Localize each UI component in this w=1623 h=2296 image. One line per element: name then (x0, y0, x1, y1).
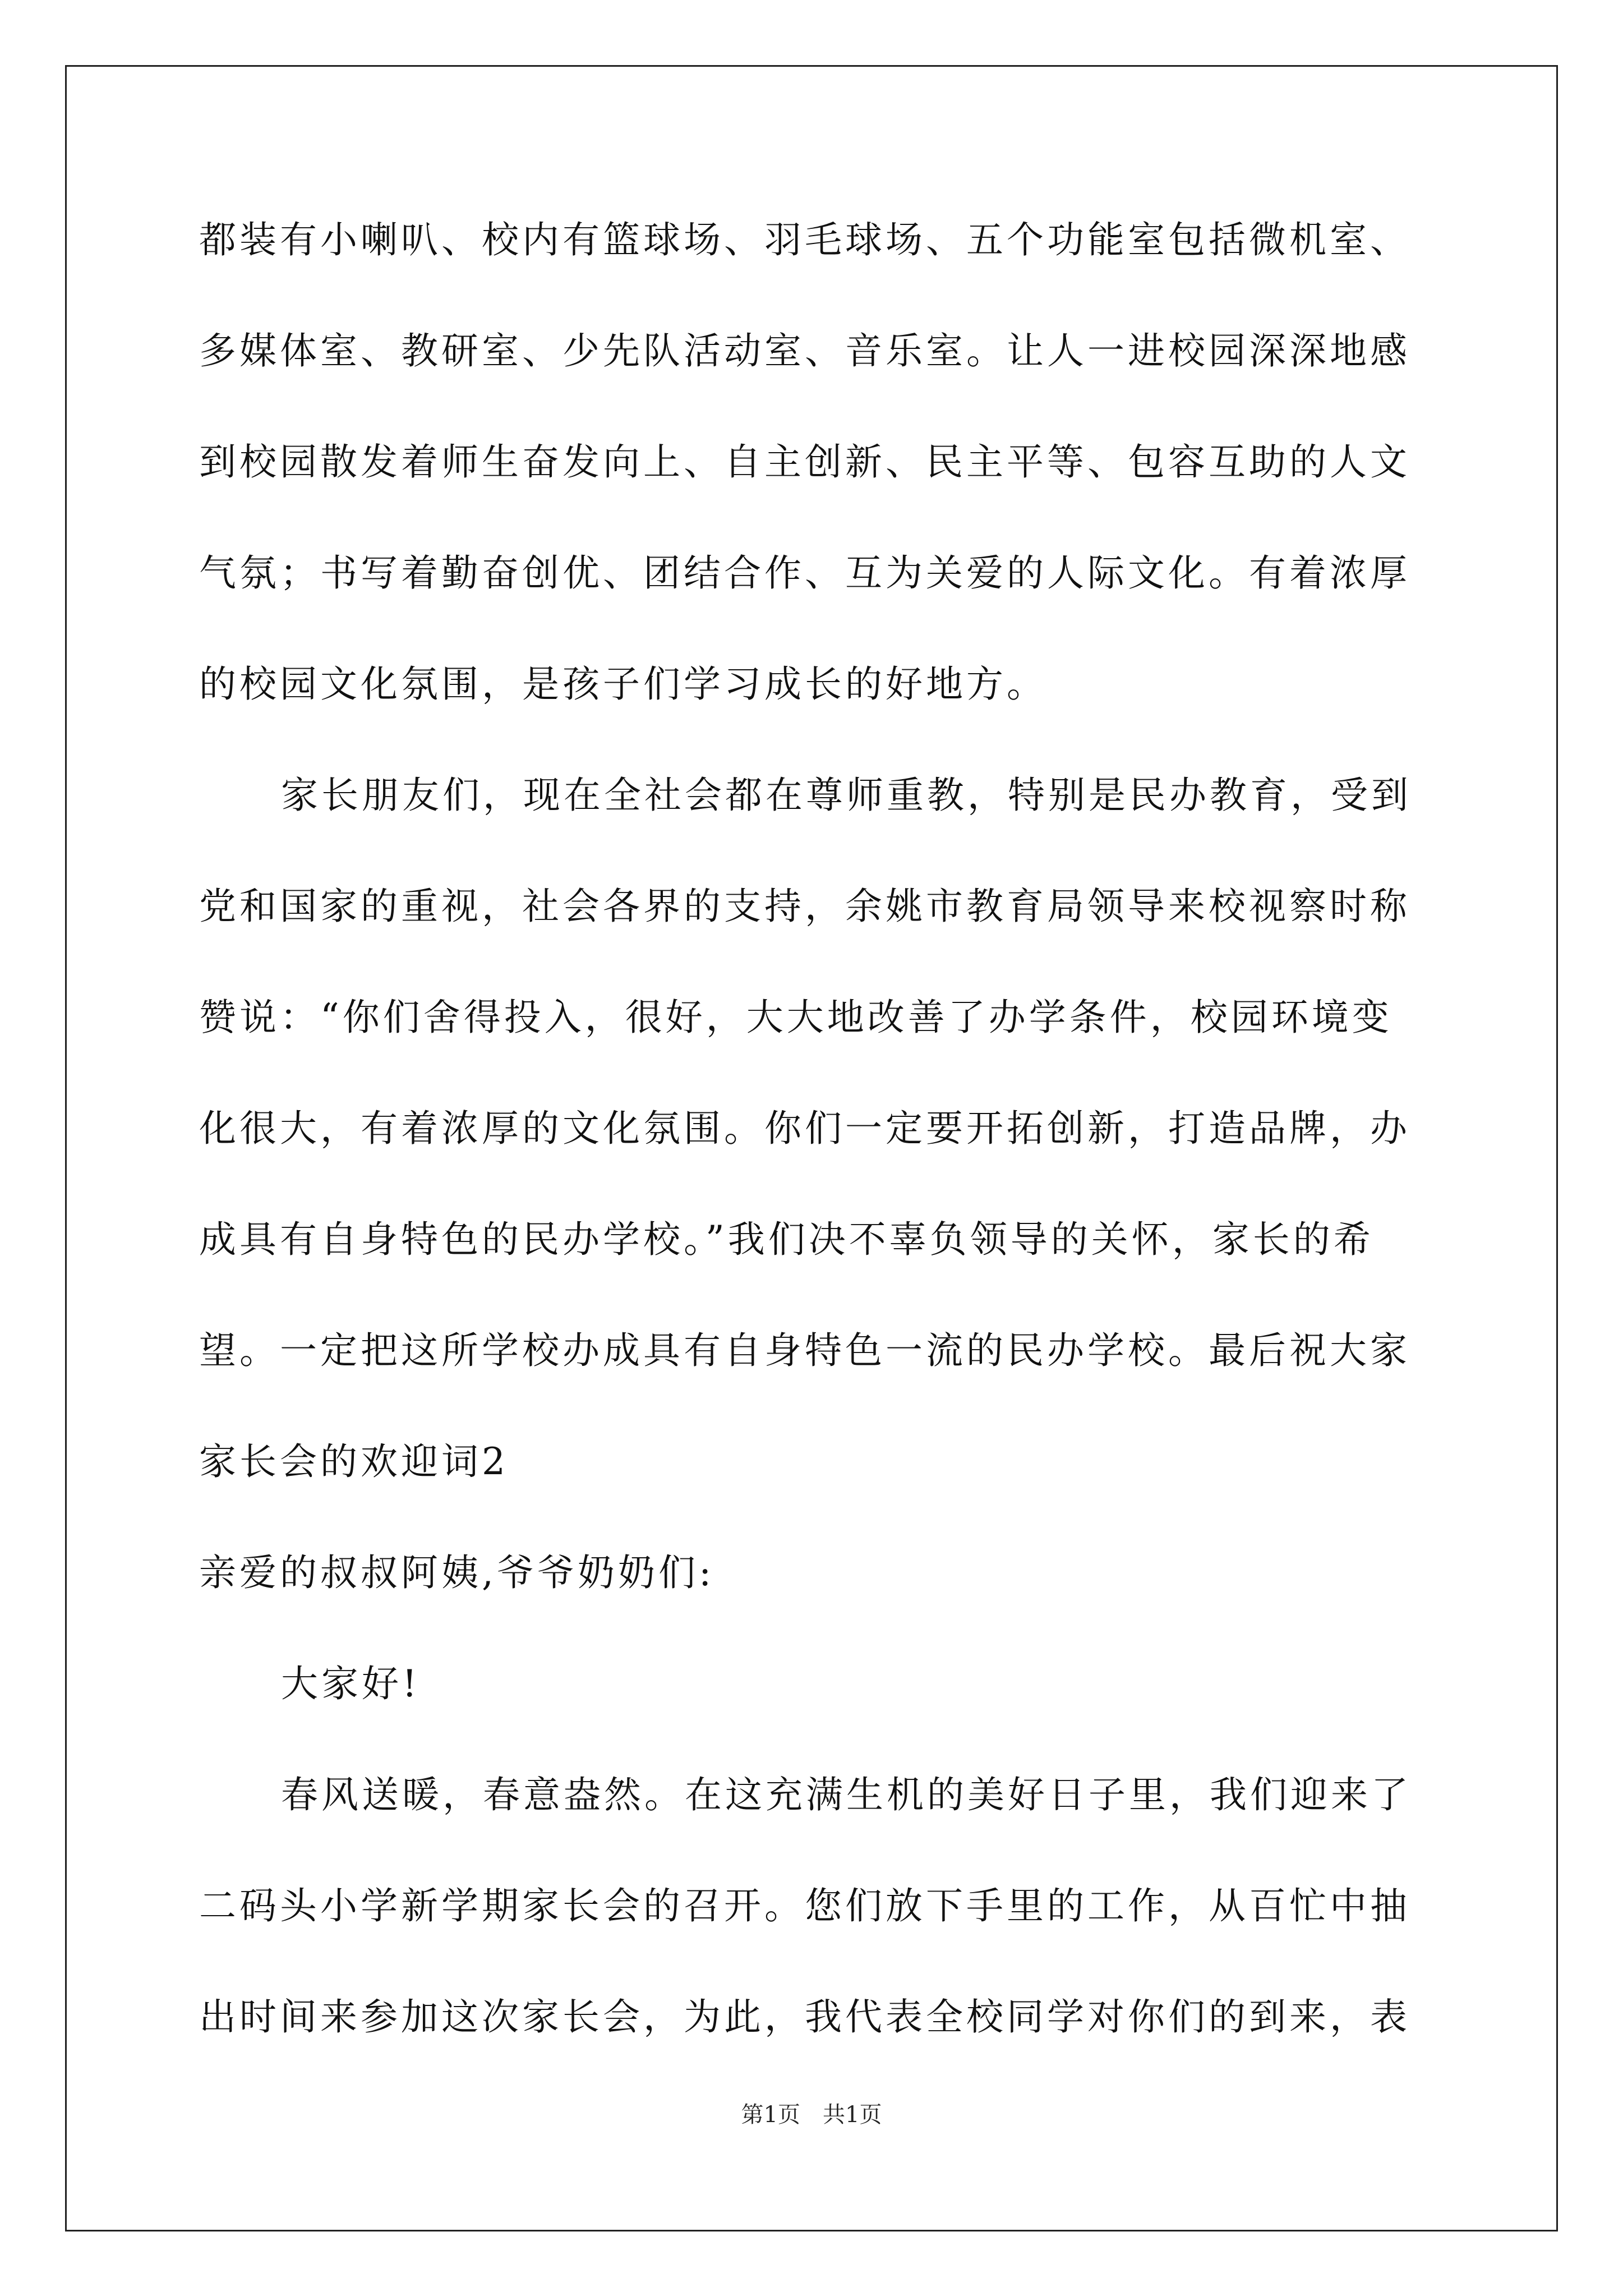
text-line: 的校园文化氛围，是孩子们学习成长的好地方。 (199, 662, 1047, 706)
text-line: 化很大，有着浓厚的文化氛围。你们一定要开拓创新，打造品牌，办 (199, 1107, 1410, 1150)
section-heading: 家长会的欢迎词2 (199, 1440, 509, 1483)
text-line: 二码头小学新学期家长会的召开。您们放下手里的工作，从百忙中抽 (199, 1884, 1410, 1927)
text-line: 成具有自身特色的民办学校。”我们决不辜负领导的关怀，家长的希 (199, 1218, 1374, 1261)
salutation: 亲爱的叔叔阿姨,爷爷奶奶们: (199, 1551, 715, 1594)
text-line: 望。一定把这所学校办成具有自身特色一流的民办学校。最后祝大家 (199, 1329, 1410, 1372)
text-line: 出时间来参加这次家长会，为此，我代表全校同学对你们的到来，表 (199, 1995, 1410, 2039)
page-footer: 第1页 共1页 (741, 2102, 882, 2128)
text-line: 赞说：“你们舍得投入，很好，大大地改善了办学条件，校园环境变 (199, 996, 1393, 1039)
text-line: 到校园散发着师生奋发向上、自主创新、民主平等、包容互助的人文 (199, 440, 1410, 484)
text-line: 党和国家的重视，社会各界的支持，余姚市教育局领导来校视察时称 (199, 885, 1410, 928)
paragraph-first-line: 家长朋友们，现在全社会都在尊师重教，特别是民办教育，受到 (281, 774, 1412, 817)
text-line: 气氛；书写着勤奋创优、团结合作、互为关爱的人际文化。有着浓厚 (199, 551, 1410, 595)
text-line: 多媒体室、教研室、少先队活动室、音乐室。让人一进校园深深地感 (199, 329, 1410, 372)
greeting: 大家好! (281, 1662, 421, 1705)
text-line: 都装有小喇叭、校内有篮球场、羽毛球场、五个功能室包括微机室、 (199, 218, 1410, 261)
paragraph-first-line: 春风送暖，春意盎然。在这充满生机的美好日子里，我们迎来了 (281, 1773, 1412, 1816)
